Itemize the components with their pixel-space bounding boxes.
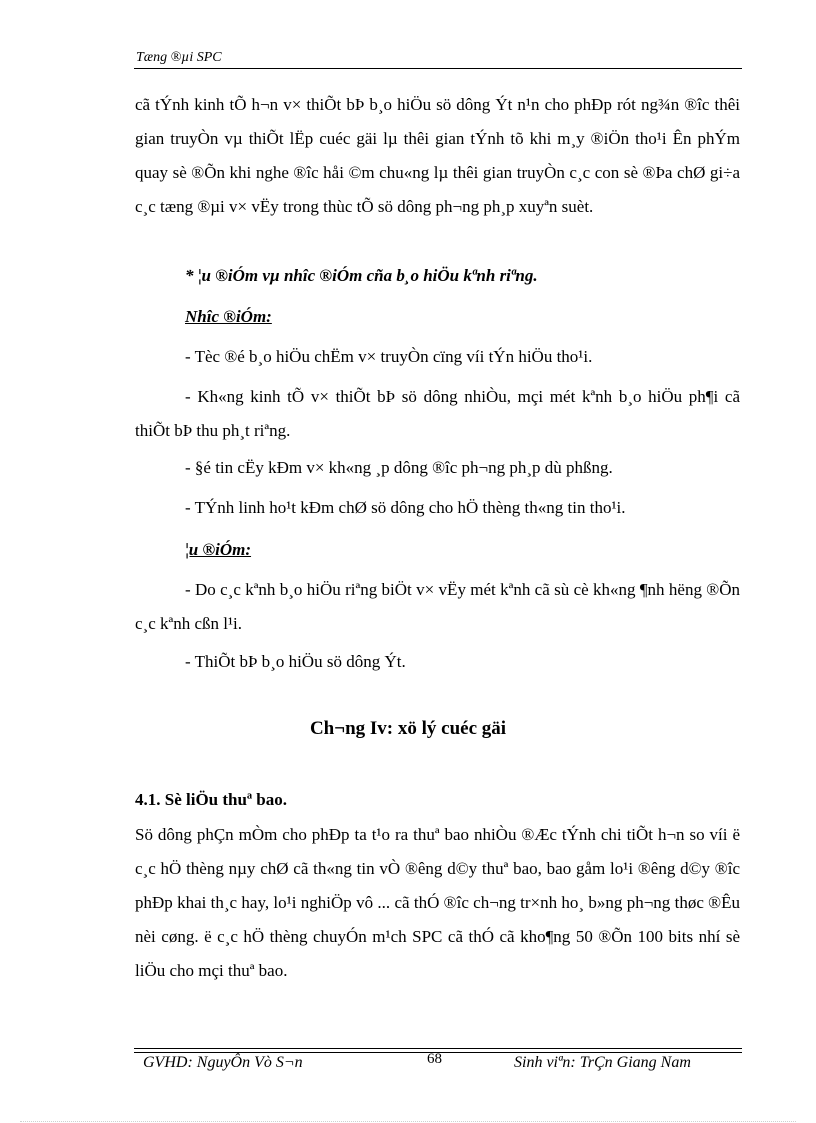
footer-student: Sinh viªn: TrÇn Giang Nam: [514, 1054, 691, 1071]
list-item: - §é tin cËy kÐm v× kh«ng ¸p dông ®îc ph¬ng ph¸p dù phßng.: [185, 458, 613, 477]
chapter-title: Ch¬ng Iv: xö lý cuéc gäi: [309, 718, 507, 739]
header-rule: [134, 68, 742, 69]
subheading-main: * ¦u ®iÓm vµ nhîc ®iÓm cña b¸o hiÖu kªnh riªng.: [185, 266, 538, 285]
section-title: 4.1. Sè liÖu thuª bao.: [135, 790, 287, 809]
list-item: - ThiÕt bÞ b¸o hiÖu sö dông Ýt.: [185, 652, 406, 671]
list-item: - TÝnh linh ho¹t kÐm chØ sö dông cho hÖ thèng th«ng tin tho¹i.: [185, 498, 626, 517]
page-edge-divider: [20, 1121, 796, 1122]
footer-rule: [134, 1048, 742, 1049]
paragraph-bottom: Sö dông phÇn mÒm cho phÐp ta t¹o ra thuª bao nhiÒu ®Æc tÝnh chi tiÕt h¬n so víi ë c¸c hÖ thèng nµy chØ cã th«ng tin vÒ ®êng d©y thuª bao, bao gåm lo¹i ®êng d©y ®îc phÐp khai th¸c hay, lo¹i nghiÖp vô ... cã thÓ ®îc ch¬ng tr×nh ho¸ b»ng ph¬ng thøc ®Êu nèi cøng. ë c¸c hÖ thèng chuyÓn m¹ch SPC cã thÓ cã kho¶ng 50 ®Õn 100 bits nhí sè liÖu cho mçi thuª bao.: [135, 825, 740, 980]
subheading-disadvantages: Nhîc ®iÓm:: [185, 307, 272, 326]
list-item: - Do c¸c kªnh b¸o hiÖu riªng biÖt v× vËy mét kªnh cã sù cè kh«ng ¶nh hëng ®Õn c¸c kªnh cßn l¹i.: [135, 580, 740, 633]
page-number: 68: [427, 1051, 442, 1067]
running-header: Tæng ®µi SPC: [136, 50, 222, 65]
footer-supervisor: GVHD: NguyÔn Vò S¬n: [143, 1054, 303, 1071]
subheading-advantages: ¦u ®iÓm:: [185, 540, 252, 559]
list-item: - Tèc ®é b¸o hiÖu chËm v× truyÒn cïng víi tÝn hiÖu tho¹i.: [185, 347, 593, 366]
paragraph-top: cã tÝnh kinh tÕ h¬n v× thiÕt bÞ b¸o hiÖu sö dông Ýt n¹n cho phÐp rót ng¾n ®îc thêi gian truyÒn vµ thiÕt lËp cuéc gäi lµ thêi gian tÝnh tõ khi m¸y ®iÖn tho¹i Ên phÝm quay sè ®Õn khi nghe ®îc håi ©m chu«ng lµ thêi gian truyÒn c¸c con sè ®Þa chØ gi÷a c¸c tæng ®µi v× vËy trong thùc tÕ sö dông ph¬ng ph¸p xuyªn suèt.: [135, 95, 740, 216]
list-item: - Kh«ng kinh tÕ v× thiÕt bÞ sö dông nhiÒu, mçi mét kªnh b¸o hiÖu ph¶i cã thiÕt bÞ thu ph¸t riªng.: [135, 387, 740, 440]
